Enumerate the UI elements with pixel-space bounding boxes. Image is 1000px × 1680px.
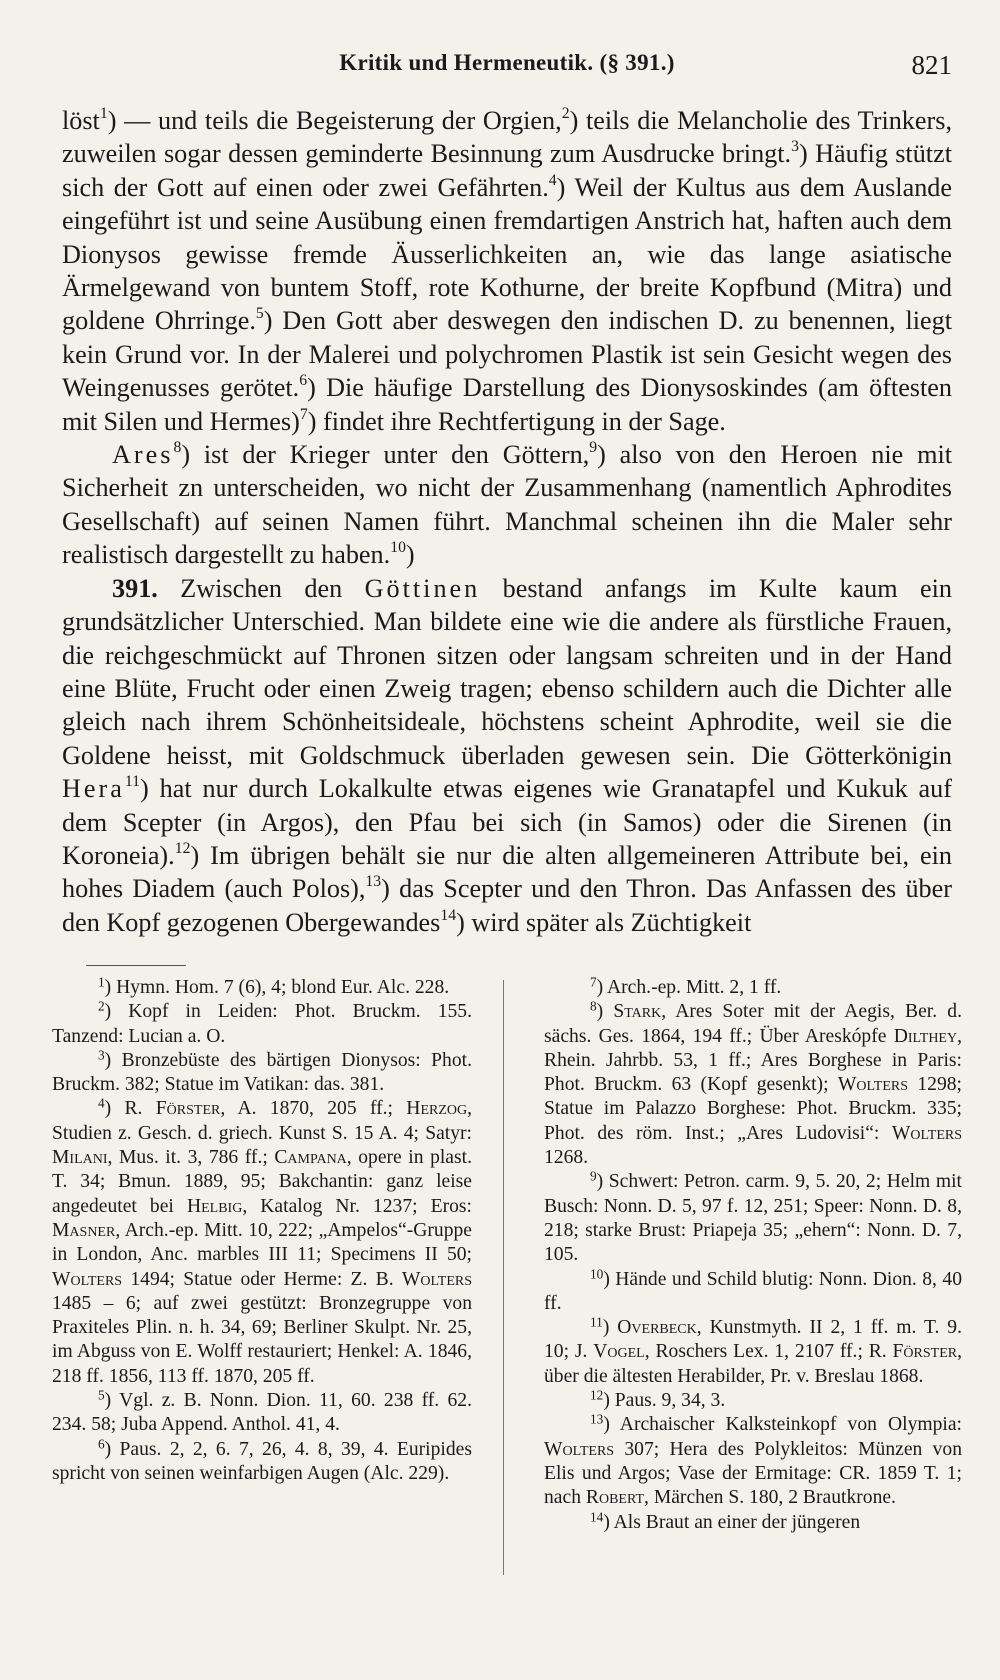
author-name: Robert — [585, 1487, 645, 1509]
text-run: ) Hymn. Hom. 7 (6), 4; blond Eur. Alc. 228. — [104, 977, 450, 998]
author-name: Milani — [52, 1147, 108, 1169]
text-run: 1494; Statue oder Herme: Z. B. — [122, 1268, 402, 1290]
text-run: Zwischen den — [157, 573, 365, 603]
footnote-number: 2 — [98, 998, 105, 1014]
footnote-number: 5 — [98, 1387, 105, 1403]
spaced-term: Göttinen — [364, 573, 481, 603]
text-run: ) hat nur durch Lokalkulte etwas eigenes wie Granatapfel und Kukuk auf dem Scepter (in Argos), den Pfau bei sich (in Samos) oder die Sirenen (in Koroneia). — [62, 774, 952, 870]
footnote-ref: 8 — [173, 439, 182, 457]
text-run: ) Arch.-ep. Mitt. 2, 1 ff. — [596, 977, 782, 998]
footnote-number: 9 — [590, 1168, 597, 1184]
text-run: ) — [602, 1317, 618, 1339]
text-run: ) — und teils die Begeisterung der Orgien, — [107, 106, 562, 135]
text-run: , Rhein. Jahrbb. 53, 1 ff.; Ares Borghese in Paris: Phot. Bruckm. 63 (Kopf gesenkt); — [544, 1025, 962, 1096]
footnote-ref: 9 — [589, 439, 598, 457]
footnote-number: 8 — [590, 998, 597, 1014]
text-run: ) Häufig stützt sich der Gott auf einen oder zwei Gefährten. — [62, 139, 952, 202]
author-name: Vogel — [593, 1341, 645, 1363]
footnote-ref: 12 — [174, 839, 191, 857]
footnotes-left-column — [52, 976, 472, 1486]
spaced-term: Ares — [112, 440, 174, 470]
footnote-ref: 7 — [299, 405, 308, 423]
footnote — [52, 1049, 472, 1098]
text-run: , Studien z. Gesch. d. griech. Kunst S. 15 A. 4; Satyr: — [52, 1098, 473, 1144]
text-run: ) Paus. 2, 2, 6. 7, 26, 4. 8, 39, 4. Euripides spricht von seinen weinfarbigen Augen (Alc. 229). — [52, 1438, 472, 1484]
page-number: 821 — [911, 50, 952, 80]
text-run: , Roschers Lex. 1, 2107 ff.; R. — [644, 1341, 893, 1363]
footnote — [52, 1389, 472, 1438]
text-run: ) Im übrigen behält sie nur die alten allgemeineren Attribute bei, ein hohes Diadem (auch Polos), — [62, 840, 952, 904]
footnote-ref: 13 — [365, 873, 382, 891]
paragraph-391-goddesses — [62, 572, 952, 939]
footnote-ref: 11 — [124, 773, 141, 791]
text-run: ) — [405, 540, 415, 570]
footnote — [544, 1389, 962, 1413]
footnote-column-divider — [503, 980, 504, 1575]
footnote-ref: 3 — [791, 138, 799, 156]
text-run: ) R. — [104, 1098, 156, 1120]
author-name: Wolters — [401, 1268, 472, 1290]
footnote-ref: 5 — [255, 305, 264, 323]
author-name: Masner — [52, 1219, 116, 1241]
author-name: Herzog — [406, 1098, 468, 1120]
footnote-number: 7 — [590, 974, 597, 990]
paragraph-dionysos — [62, 104, 952, 438]
running-head — [62, 50, 952, 90]
text-run: ) Vgl. z. B. Nonn. Dion. 11, 60. 238 ff. 62. 234. 58; Juba Append. Anthol. 41, 4. — [52, 1390, 472, 1436]
footnote — [52, 1000, 472, 1049]
text-run: ) ist der Krieger unter den Göttern, — [181, 440, 590, 470]
text-run: ) Weil der Kultus aus dem Auslande eingeführt ist und seine Ausübung einen fremdartigen Anstrich hat, haften auch dem Dionysos gewisse fremde Äusserlichkeiten an, wie das lange asiatische Ärmelgewand von buntem Stoff, rote Kothurne, der breite Kopfbund (Mitra) und goldene Ohrringe. — [62, 172, 952, 336]
text-run: ) Die häufige Darstellung des Dionysoskindes (am öftesten mit Silen und Hermes) — [62, 373, 952, 436]
author-name: Wolters — [891, 1122, 962, 1144]
footnote-ref: 2 — [561, 105, 570, 122]
text-run: , Arch.-ep. Mitt. 10, 222; „Ampelos“-Gruppe in London, Anc. marbles III 11; Specimens II 50; — [52, 1219, 472, 1266]
text-run: , opere in plast. T. 34; Bmun. 1889, 95; Bakchantin: ganz leise angedeutet bei — [52, 1147, 472, 1217]
text-run: , Ares Soter mit der Aegis, Ber. d. sächs. Ges. 1864, 194 ff.; Über Areskópfe — [544, 1001, 962, 1047]
author-name: Wolters — [52, 1268, 123, 1290]
footnote-number: 12 — [590, 1387, 604, 1403]
text-run: ) wird später als Züchtigkeit — [456, 907, 752, 937]
footnote — [52, 1097, 472, 1389]
author-name: Overbeck — [617, 1317, 697, 1339]
running-title: Kritik und Hermeneutik. (§ 391.) — [339, 50, 675, 75]
text-run: ) Bronzebüste des bärtigen Dionysos: Phot. Bruckm. 382; Statue im Vatikan: das. 381. — [52, 1049, 472, 1096]
text-run: , A. 1870, 205 ff.; — [220, 1098, 407, 1120]
footnote-number: 11 — [590, 1314, 603, 1330]
author-name: Dilthey — [893, 1025, 958, 1047]
footnote-rule — [86, 965, 186, 966]
author-name: Helbig — [186, 1195, 243, 1217]
footnote-number: 4 — [98, 1095, 105, 1111]
footnote — [544, 976, 962, 1000]
footnote-ref: 6 — [299, 372, 308, 390]
footnote-number: 13 — [590, 1411, 604, 1427]
author-name: Wolters — [544, 1438, 615, 1460]
text-run: ) das Scepter und den Thron. Das Anfassen des über den Kopf gezogenen Obergewandes — [62, 874, 952, 937]
text-run: ) Als Braut an einer der jüngeren — [603, 1511, 861, 1533]
text-run: ) Kopf in Leiden: Phot. Bruckm. 155. Tanzend: Lucian a. O. — [52, 1001, 472, 1047]
author-name: Campana — [274, 1147, 347, 1169]
text-run: ) Paus. 9, 34, 3. — [603, 1390, 726, 1412]
spaced-term: Hera — [62, 774, 125, 804]
footnote — [52, 1435, 472, 1487]
text-run: ) Den Gott aber deswegen den indischen D. zu benennen, liegt kein Grund vor. In der Malerei und polychromen Plastik ist sein Gesicht wegen des Weingenusses gerötet. — [62, 306, 952, 403]
text-run: ) Schwert: Petron. carm. 9, 5. 20, 2; Helm mit Busch: Nonn. D. 5, 97 f. 12, 251; Speer: Nonn. D. 8, 218; starke Brust: Priapeja 35; „ehern“: Nonn. D. 7, 105. — [544, 1171, 962, 1266]
footnote-number: 14 — [590, 1508, 604, 1524]
footnote — [544, 1000, 962, 1170]
author-name: Förster — [892, 1341, 958, 1363]
footnote — [544, 1413, 962, 1510]
text-run: , Katalog Nr. 1237; Eros: — [242, 1195, 472, 1217]
text-run: ) Archaischer Kalksteinkopf von Olympia: — [603, 1414, 962, 1436]
paragraph-ares — [62, 438, 952, 572]
author-name: Stark — [613, 1001, 662, 1023]
footnote — [544, 1265, 962, 1317]
text-run: bestand anfangs im Kulte kaum ein grundsätzlicher Unterschied. Man bildete eine wie die andere als fürstliche Frauen, die reichgeschmückt auf Thronen sitzen oder langsam schreiten und in der Hand eine Blüte, Frucht oder einen Zweig tragen; ebenso schildern auch die Dichter alle gleich nach ihrem Schönheitsideale, höchstens scheint Aphrodite, weil sie die Goldene heisst, mit Goldschmuck überladen gewesen sein. Die Götterkönigin — [62, 573, 953, 770]
footnote-number: 6 — [98, 1435, 105, 1451]
footnote-ref: 14 — [440, 906, 457, 924]
text-run: , über die ältesten Herabilder, Pr. v. Breslau 1868. — [544, 1341, 962, 1387]
text-run: 1485 – 6; auf zwei gestützt: Bronzegruppe von Praxiteles Plin. n. h. 34, 69; Berliner Skulpt. Nr. 25, im Abguss von E. Wolff restauriert; Henkel: A. 1846, 218 ff. 1856, 113 ff. 1870, 205 ff. — [52, 1292, 472, 1387]
text-run: löst — [62, 106, 100, 135]
footnote — [52, 976, 472, 1000]
text-run: ) also von den Heroen nie mit Sicherheit zn unterscheiden, wo nicht der Zusammenhang (namentlich Aphrodites Gesellschaft) auf seinen Namen führt. Manchmal scheinen ihn die Maler sehr realistisch dargestellt zu haben. — [62, 440, 952, 570]
main-text — [62, 104, 952, 939]
footnote — [544, 1170, 962, 1267]
text-run: ) — [596, 1001, 614, 1023]
footnote — [544, 1316, 962, 1389]
text-run: 1298; Statue im Palazzo Borghese: Phot. Bruckm. 335; Phot. des röm. Inst.; „Ares Ludovisi“: — [544, 1074, 962, 1144]
footnote-ref: 10 — [390, 539, 406, 557]
author-name: Förster — [155, 1098, 221, 1120]
text-run: ) Hände und Schild blutig: Nonn. Dion. 8, 40 ff. — [544, 1268, 962, 1314]
text-run: ) teils die Melancholie des Trinkers, zuweilen sogar dessen geminderte Besinnung zum Ausdrucke bringt. — [62, 106, 952, 169]
footnote-number: 1 — [98, 974, 105, 990]
text-run: 307; Hera des Polykleitos: Münzen von Elis und Argos; Vase der Ermitage: CR. 1859 T. 1; nach — [544, 1438, 962, 1509]
footnotes-right-column — [544, 976, 962, 1535]
text-run: 1268. — [544, 1147, 589, 1169]
author-name: Wolters — [837, 1074, 908, 1096]
footnote — [544, 1508, 962, 1535]
text-run: , Märchen S. 180, 2 Brautkrone. — [644, 1487, 896, 1509]
text-run: , Kunstmyth. II 2, 1 ff. m. T. 9. 10; J. — [544, 1317, 962, 1363]
text-run: , Mus. it. 3, 786 ff.; — [107, 1147, 275, 1169]
footnote-number: 3 — [98, 1047, 105, 1063]
footnote-ref: 4 — [548, 171, 557, 189]
footnote-number: 10 — [590, 1265, 604, 1281]
footnote-ref: 1 — [99, 105, 108, 122]
section-number: 391. — [112, 573, 158, 603]
text-run: ) findet ihre Rechtfertigung in der Sage. — [307, 406, 726, 436]
